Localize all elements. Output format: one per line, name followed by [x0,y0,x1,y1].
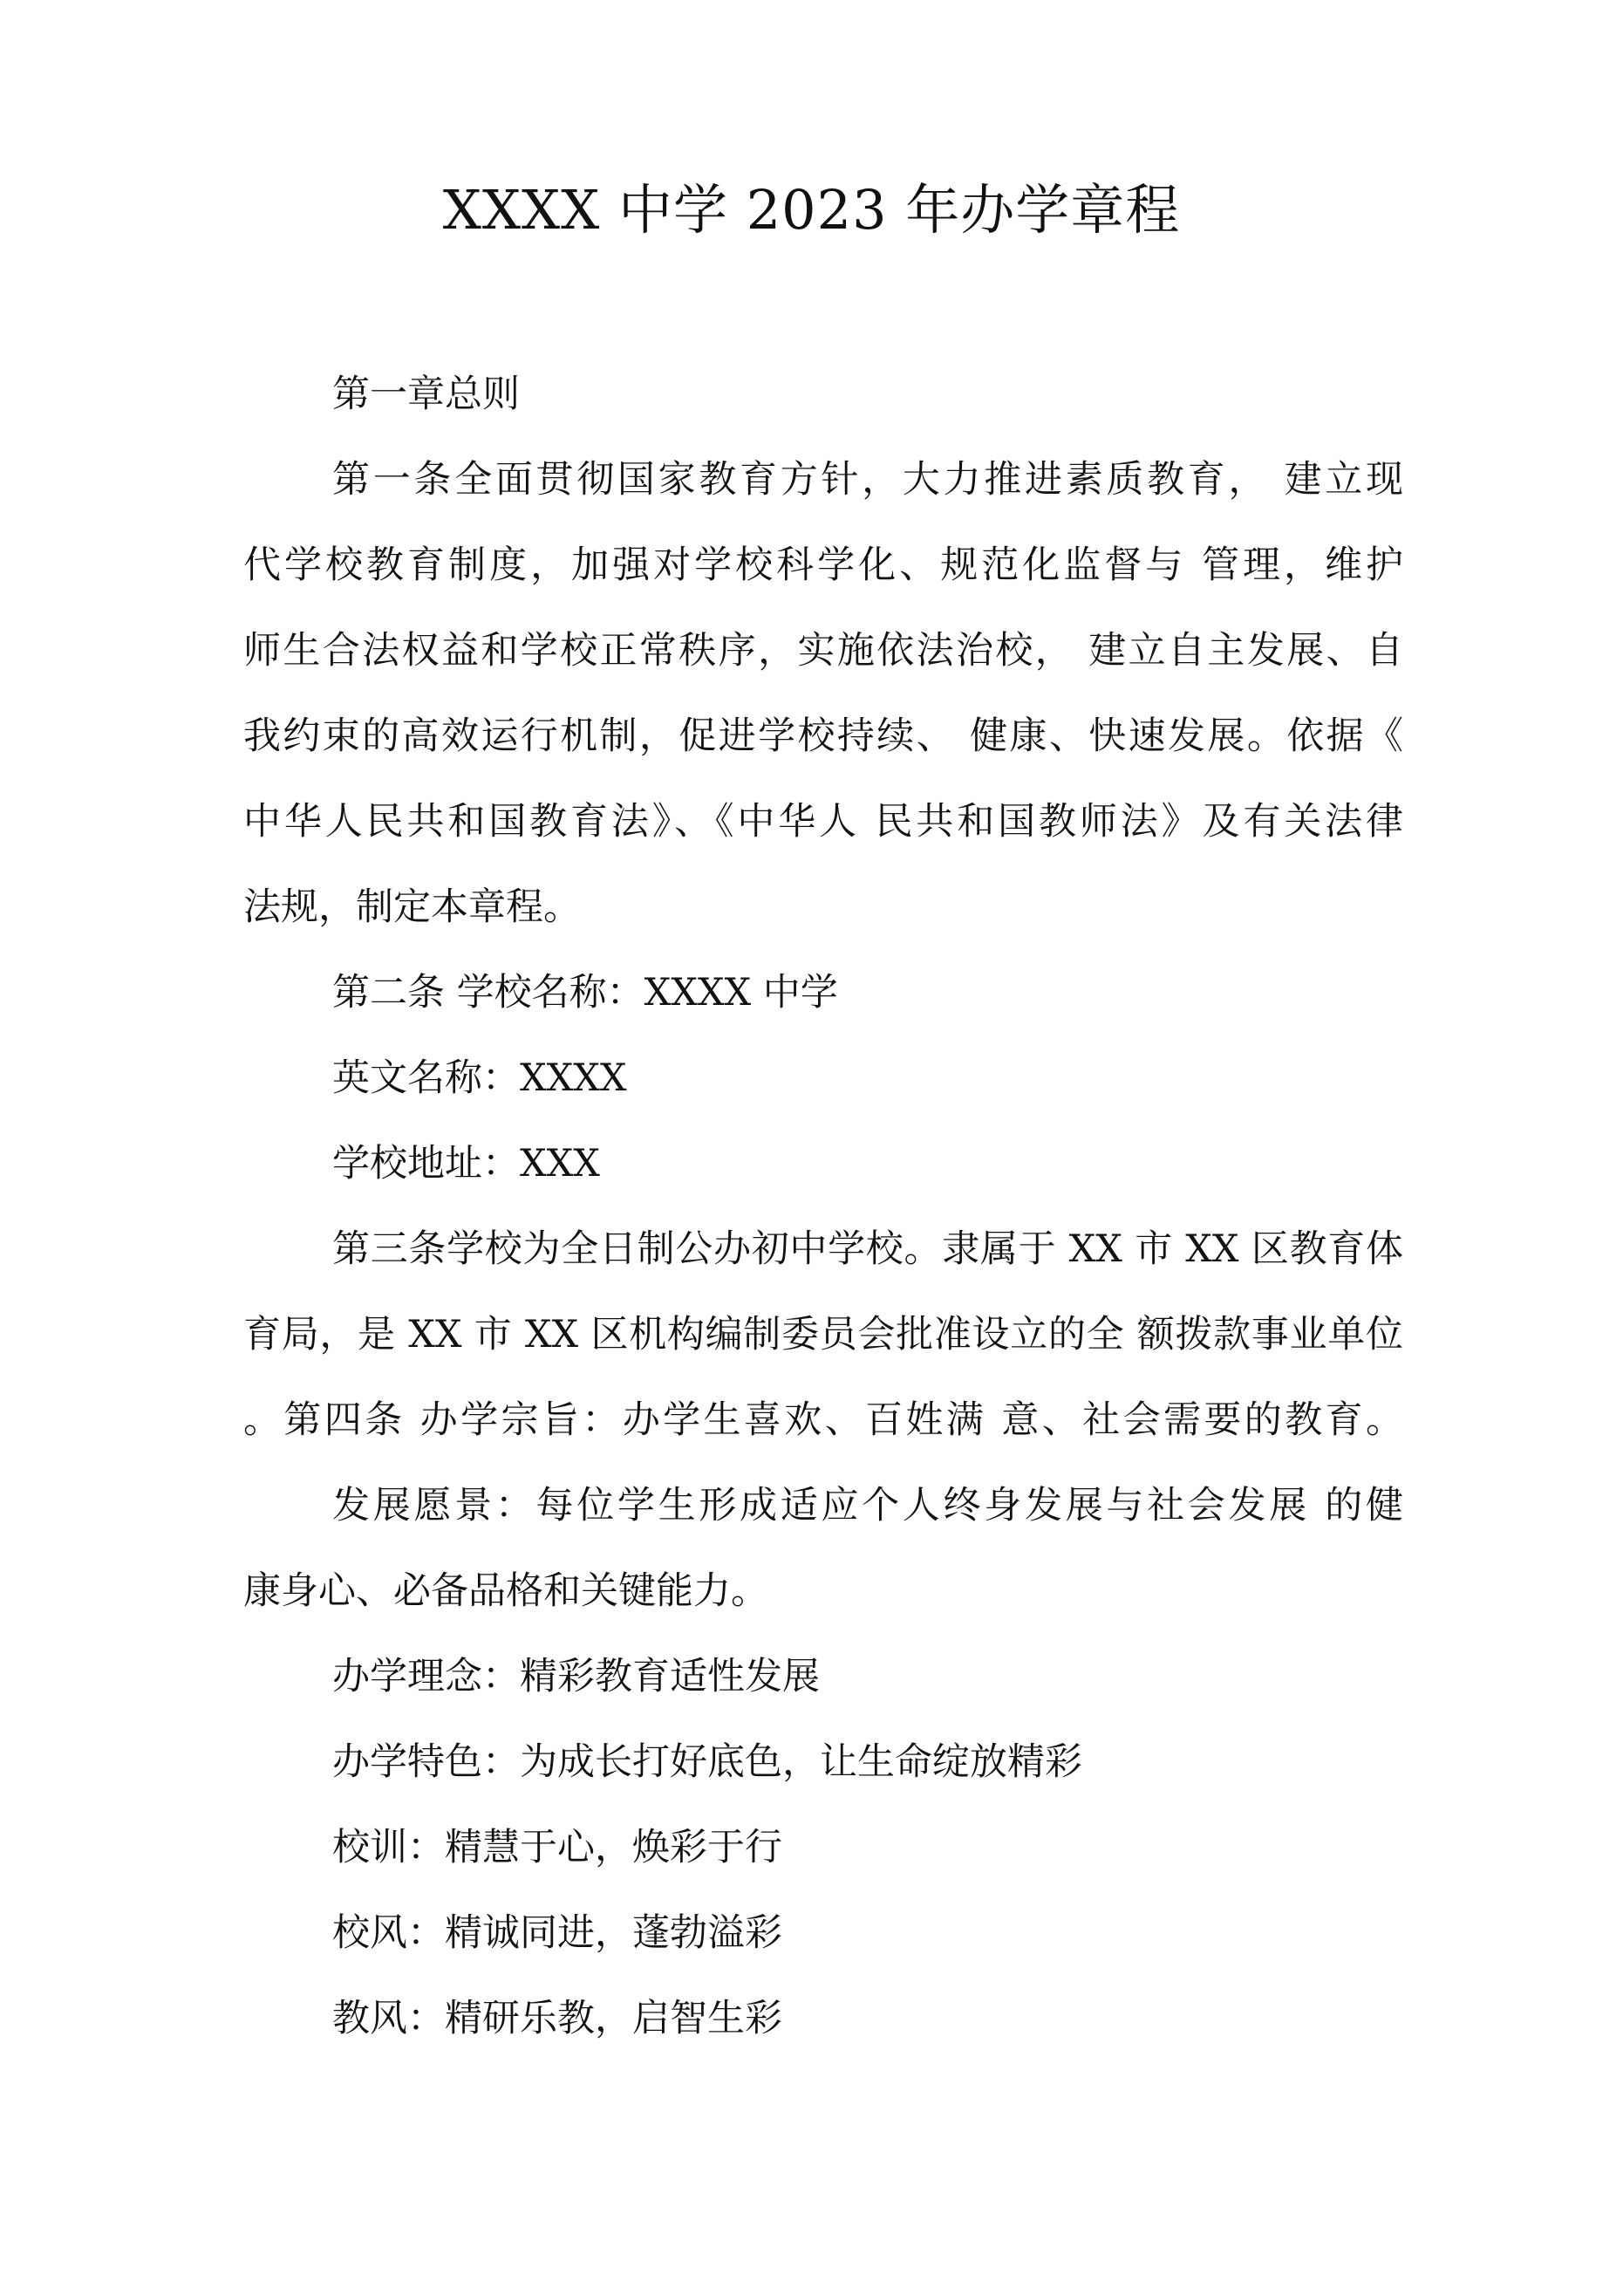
document-title: XXXX 中学 2023 年办学章程 [442,178,1181,242]
article-1-line-4: 我约束的高效运行机制，促进学校持续、 健康、快速发展。依据《 [243,714,1403,758]
teaching-style: 教风：精研乐教，启智生彩 [332,1997,782,2040]
article-1-line-6: 法规，制定本章程。 [243,885,581,929]
article-3-line-1: 第三条学校为全日制公办初中学校。隶属于 XX 市 XX 区教育体 [332,1227,1403,1271]
school-motto: 校训：精慧于心，焕彩于行 [332,1826,782,1869]
chapter-heading: 第一章总则 [332,372,520,416]
vision-line-2: 康身心、必备品格和关键能力。 [243,1569,768,1613]
article-4-purpose: 。第四条 办学宗旨：办学生喜欢、百姓满 意、社会需要的教育。 [243,1398,1403,1442]
article-1-line-2: 代学校教育制度，加强对学校科学化、规范化监督与 管理，维护 [243,543,1403,587]
vision-line-1: 发展愿景：每位学生形成适应个人终身发展与社会发展 的健 [332,1484,1403,1527]
english-name: 英文名称：XXXX [332,1056,627,1100]
school-feature: 办学特色：为成长打好底色，让生命绽放精彩 [332,1740,1082,1784]
school-ethos: 校风：精诚同进，蓬勃溢彩 [332,1911,782,1955]
article-1-line-1: 第一条全面贯彻国家教育方针，大力推进素质教育， 建立现 [332,458,1403,502]
school-philosophy: 办学理念：精彩教育适性发展 [332,1655,820,1698]
article-1-line-3: 师生合法权益和学校正常秩序，实施依法治校， 建立自主发展、自 [243,629,1403,673]
article-1-line-5: 中华人民共和国教育法》、《中华人 民共和国教师法》及有关法律 [243,800,1403,844]
article-2-school-name: 第二条 学校名称：XXXX 中学 [332,971,838,1015]
school-address: 学校地址：XXX [332,1142,600,1186]
article-3-line-2: 育局，是 XX 市 XX 区机构编制委员会批准设立的全 额拨款事业单位 [243,1313,1403,1356]
